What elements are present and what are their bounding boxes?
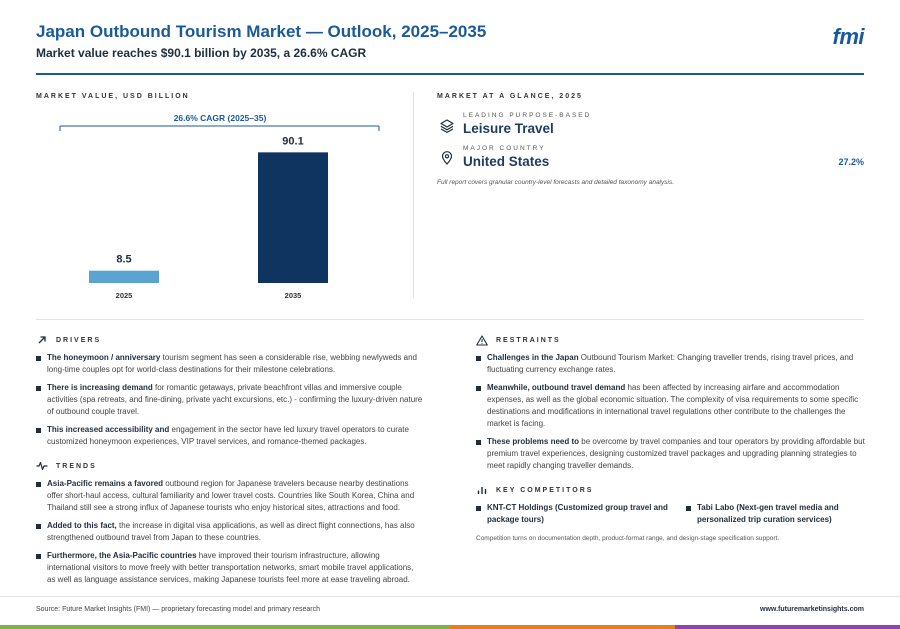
market-value-chart: [36, 108, 406, 308]
driver-item-text: for romantic getaways, private beachfront villas and immersive couple activities (spa retreats, and fine-dining, private yacht excursions, etc.) - confirming the luxury-driven nature of outbound couple travel.: [47, 383, 423, 416]
warning-icon: [476, 334, 488, 346]
restraint-item: [476, 436, 866, 472]
vertical-divider: [413, 92, 414, 298]
driver-item: [36, 382, 424, 418]
glance-purpose-value: Leisure Travel: [463, 121, 554, 136]
bottom-bar-segment: [675, 625, 900, 629]
trend-item-text: have improved their tourism infrastructure, allowing international visitors to move freely with better transportation networks, smart mobile travel applications, as well as language assistance services, making Japanese tourists feel more at ease traveling abroad.: [47, 551, 414, 584]
restraint-item-lead: Challenges in the Japan: [487, 353, 579, 362]
bottom-bar-segment: [450, 625, 675, 629]
category-label: 2035: [284, 291, 302, 300]
restraint-item: [476, 382, 866, 430]
fmi-logo[interactable]: fmi: [832, 24, 864, 49]
trend-item-text: the increase in digital visa applications, as well as direct flight connections, has also strengthened outbound travel from Japan to these countries.: [47, 521, 415, 542]
bottom-color-bar: [0, 625, 900, 629]
competitors-list: [476, 502, 866, 526]
restraints-list: [476, 352, 866, 472]
market-value-label: MARKET VALUE, USD BILLION: [36, 93, 190, 100]
footer-url-link[interactable]: www.futuremarketinsights.com: [760, 606, 864, 613]
trend-item-lead: Asia-Pacific remains a favored: [47, 479, 164, 488]
restraints-label: RESTRAINTS: [496, 336, 561, 344]
glance-purpose-caption: LEADING PURPOSE-BASED: [463, 112, 592, 119]
bar-2035: [258, 152, 328, 283]
trend-item-text: outbound region for Japanese travelers because nearby destinations offer short-haul access, cultural familiarity and lower travel costs. Countries like South Korea, China and Thailand still see a strong influx of Japanese tourists who enjoy historical sites, attractions and food.: [47, 479, 415, 512]
footer-rule: [0, 596, 900, 597]
competitors-label: KEY COMPETITORS: [496, 486, 594, 494]
driver-item-text: engagement in the sector have led luxury travel operators to curate customized honeymoon experiences, VIP travel services, and romance-themed packages.: [47, 425, 409, 446]
trend-item: [36, 550, 424, 586]
driver-item-text: tourism segment has seen a considerable rise, webbing newlyweds and long-time couples opt for world-class destinations for their milestone celebrations.: [47, 353, 417, 374]
trends-list: [36, 478, 424, 586]
country-share-value: 27.2%: [838, 157, 864, 167]
restraint-item-text: be overcome by travel companies and tour operators by providing affordable but premium travel experiences, designing customized travel packages and upgrading planning strategies to meet rapidly changing traveller demands.: [487, 437, 865, 470]
restraint-item-lead: Meanwhile, outbound travel demand: [487, 383, 626, 392]
arrow-up-right-icon: [36, 334, 48, 346]
trend-item-lead: Furthermore, the Asia-Pacific countries: [47, 551, 197, 560]
driver-item: [36, 352, 424, 376]
bar-value-label: 90.1: [282, 135, 304, 148]
pulse-icon: [36, 460, 48, 472]
competitor-item: KNT-CT Holdings (Customized group travel and package tours): [476, 502, 676, 526]
restraint-item-lead: These problems need to: [487, 437, 580, 446]
competitors-note: Competition turns on documentation depth, product-format range, and design-stage specification support.: [476, 535, 780, 542]
bottom-bar-segment: [0, 625, 225, 629]
page-subtitle: Market value reaches $90.1 billion by 2035, a 26.6% CAGR: [36, 46, 367, 60]
driver-item-lead: This increased accessibility and: [47, 425, 170, 434]
drivers-label: DRIVERS: [56, 336, 102, 344]
glance-country-value: United States: [463, 154, 550, 169]
driver-item-lead: The honeymoon / anniversary: [47, 353, 161, 362]
map-pin-icon: [440, 151, 454, 165]
footer-source: Source: Future Market Insights (FMI) — proprietary forecasting model and primary research: [36, 606, 320, 613]
bar-value-label: 8.5: [116, 253, 132, 266]
right-column: [476, 334, 866, 542]
restraint-item: [476, 352, 866, 376]
horizontal-divider: [36, 319, 864, 320]
glance-label: MARKET AT A GLANCE, 2025: [437, 93, 583, 100]
bottom-bar-segment: [225, 625, 450, 629]
driver-item: [36, 424, 424, 448]
competitors-heading: [476, 484, 866, 496]
competitor-item: Tabi Labo (Next-gen travel media and personalized trip curation services): [686, 502, 864, 526]
restraint-item-text: Outbound Tourism Market: Changing traveller trends, rising travel prices, and fluctuating currency exchange rates.: [487, 353, 854, 374]
category-label: 2025: [115, 291, 133, 300]
layers-icon: [440, 119, 454, 133]
trend-item-lead: Added to this fact,: [47, 521, 117, 530]
trends-heading: [36, 460, 424, 472]
drivers-list: [36, 352, 424, 448]
trends-label: TRENDS: [56, 462, 97, 470]
restraints-heading: [476, 334, 866, 346]
glance-country-caption: MAJOR COUNTRY: [463, 145, 546, 152]
driver-item-lead: There is increasing demand: [47, 383, 153, 392]
cagr-annotation: 26.6% CAGR (2025–35): [173, 113, 267, 123]
header-rule: [36, 73, 864, 75]
cagr-bracket: [60, 113, 379, 131]
bars-group: [89, 135, 328, 300]
drivers-heading: [36, 334, 424, 346]
bar-2025: [89, 271, 159, 283]
trend-item: [36, 520, 424, 544]
trend-item: [36, 478, 424, 514]
left-column: [36, 334, 424, 586]
restraint-item-text: has been affected by increasing airfare and accommodation expenses, as well as the global economic situation. The complexity of visa requirements to some specific destinations and modifications in international travel regulations other contribute to the challenges the market is facing.: [487, 383, 859, 428]
page-title: Japan Outbound Tourism Market — Outlook, 2025–2035: [36, 22, 487, 41]
bar-chart-icon: [476, 484, 488, 496]
glance-note: Full report covers granular country-level forecasts and detailed taxonomy analysis.: [437, 179, 675, 186]
